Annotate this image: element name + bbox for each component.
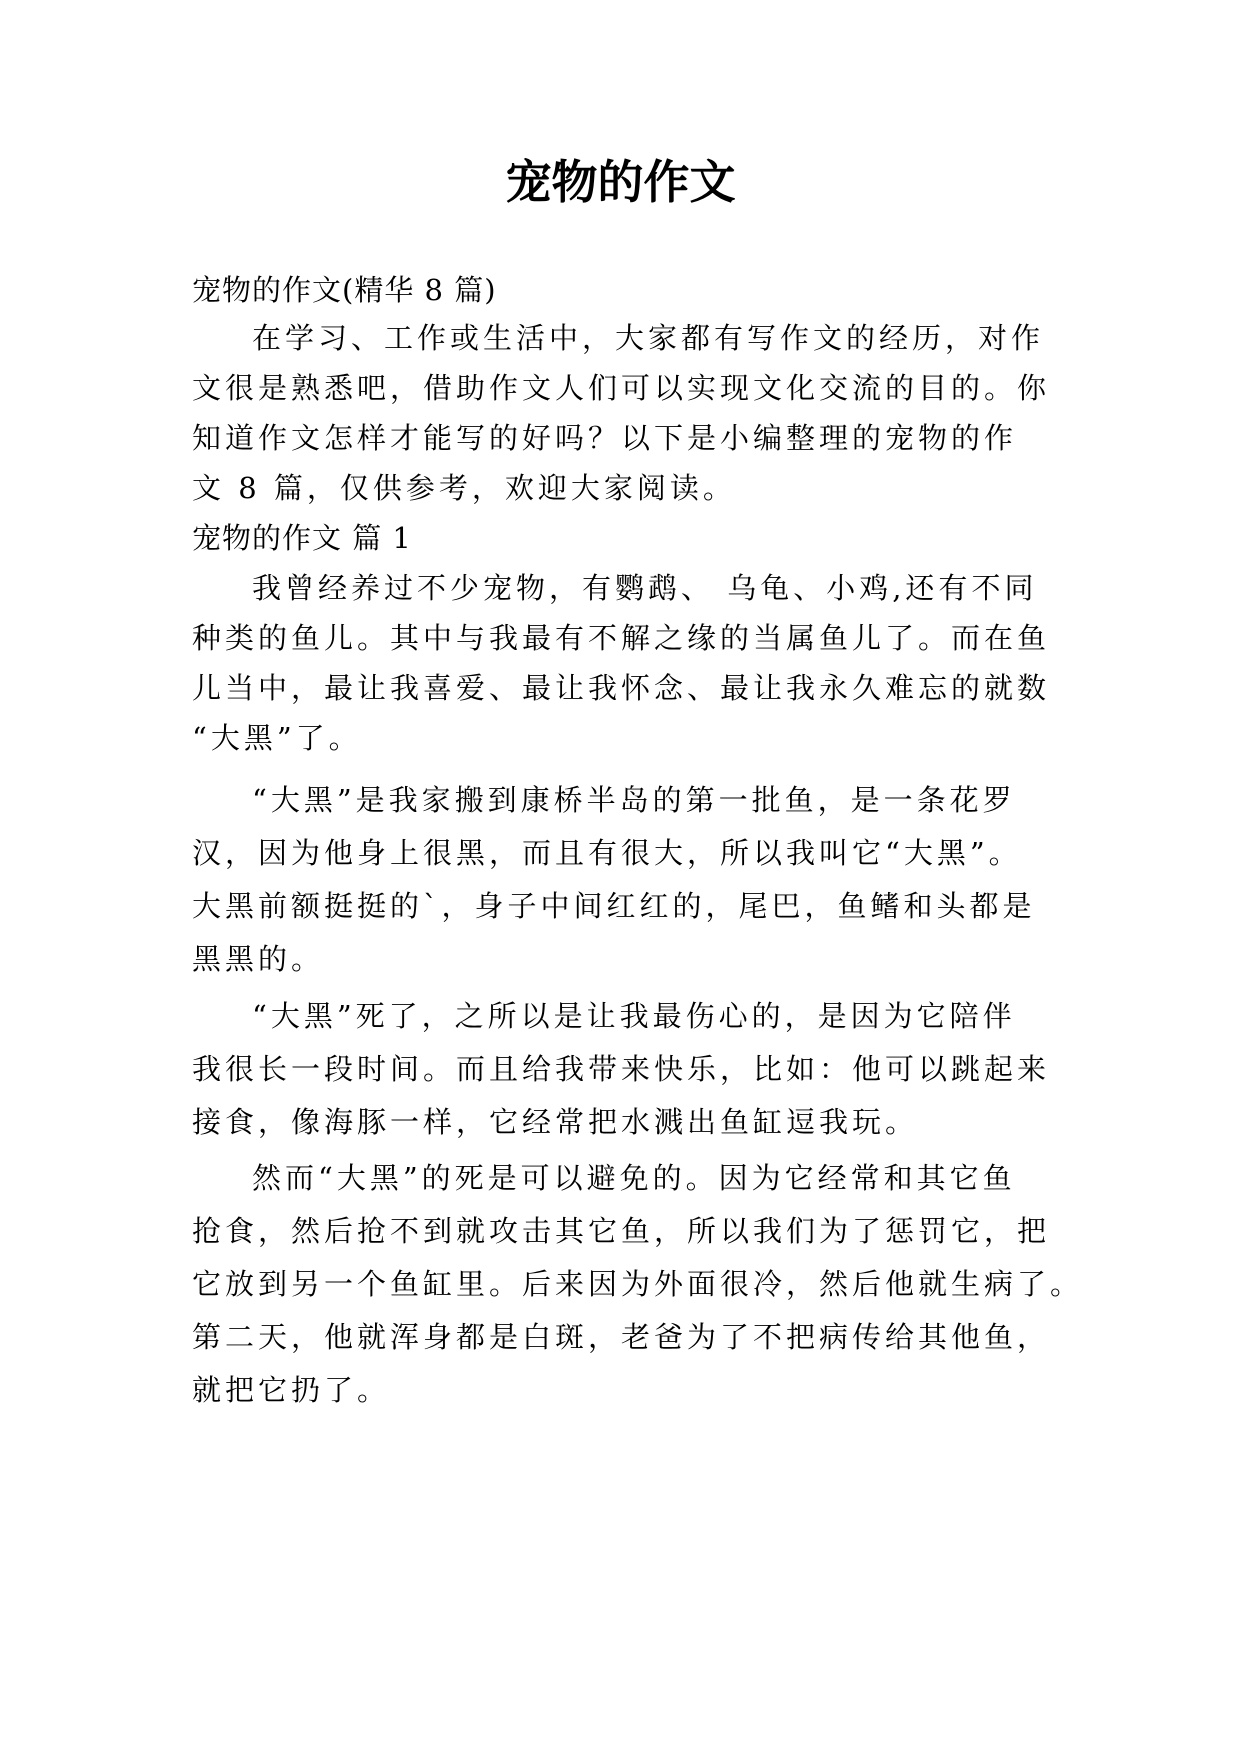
paragraph-line: 接食，像海豚一样，它经常把水溅出鱼缸逗我玩。 <box>192 1105 919 1139</box>
section-heading: 宠物的作文 篇 1 <box>192 521 412 555</box>
intro-paragraph-line: 文 8 篇，仅供参考，欢迎大家阅读。 <box>192 471 736 505</box>
intro-paragraph-line: 知道作文怎样才能写的好吗？以下是小编整理的宠物的作 <box>192 421 1018 455</box>
paragraph-line: 抢食，然后抢不到就攻击其它鱼，所以我们为了惩罚它，把 <box>192 1214 1051 1248</box>
paragraph-line: 我很长一段时间。而且给我带来快乐，比如：他可以跳起来 <box>192 1052 1051 1086</box>
paragraph-line: “大黑”死了，之所以是让我最伤心的，是因为它陪伴 <box>252 999 1016 1033</box>
paragraph-line: 它放到另一个鱼缸里。后来因为外面很冷，然后他就生病了。 <box>192 1267 1084 1301</box>
paragraph-line: 然而“大黑”的死是可以避免的。因为它经常和其它鱼 <box>252 1161 1016 1195</box>
paragraph-line: 黑黑的。 <box>192 942 325 976</box>
paragraph-line: 我曾经养过不少宠物，有鹦鹉、 乌龟、小鸡,还有不同 <box>252 571 1038 605</box>
intro-paragraph-line: 文很是熟悉吧，借助作文人们可以实现文化交流的目的。你 <box>192 371 1051 405</box>
paragraph-line: 种类的鱼儿。其中与我最有不解之缘的当属鱼儿了。而在鱼 <box>192 621 1051 655</box>
paragraph-line: 汉，因为他身上很黑，而且有很大，所以我叫它“大黑”。 <box>192 836 1022 870</box>
document-subtitle: 宠物的作文(精华 8 篇) <box>192 273 497 307</box>
paragraph-line: 儿当中，最让我喜爱、最让我怀念、最让我永久难忘的就数 <box>192 671 1051 705</box>
intro-paragraph-line: 在学习、工作或生活中，大家都有写作文的经历，对作 <box>252 321 1045 355</box>
paragraph-line: 第二天，他就浑身都是白斑，老爸为了不把病传给其他鱼， <box>192 1320 1051 1354</box>
paragraph-line: 大黑前额挺挺的`，身子中间红红的，尾巴，鱼鳍和头都是 <box>192 889 1036 923</box>
paragraph-line: “大黑”是我家搬到康桥半岛的第一批鱼，是一条花罗 <box>252 783 1016 817</box>
document-title: 宠物的作文 <box>505 155 736 209</box>
paragraph-line: 就把它扔了。 <box>192 1373 391 1407</box>
paragraph-line: “大黑”了。 <box>192 721 362 755</box>
